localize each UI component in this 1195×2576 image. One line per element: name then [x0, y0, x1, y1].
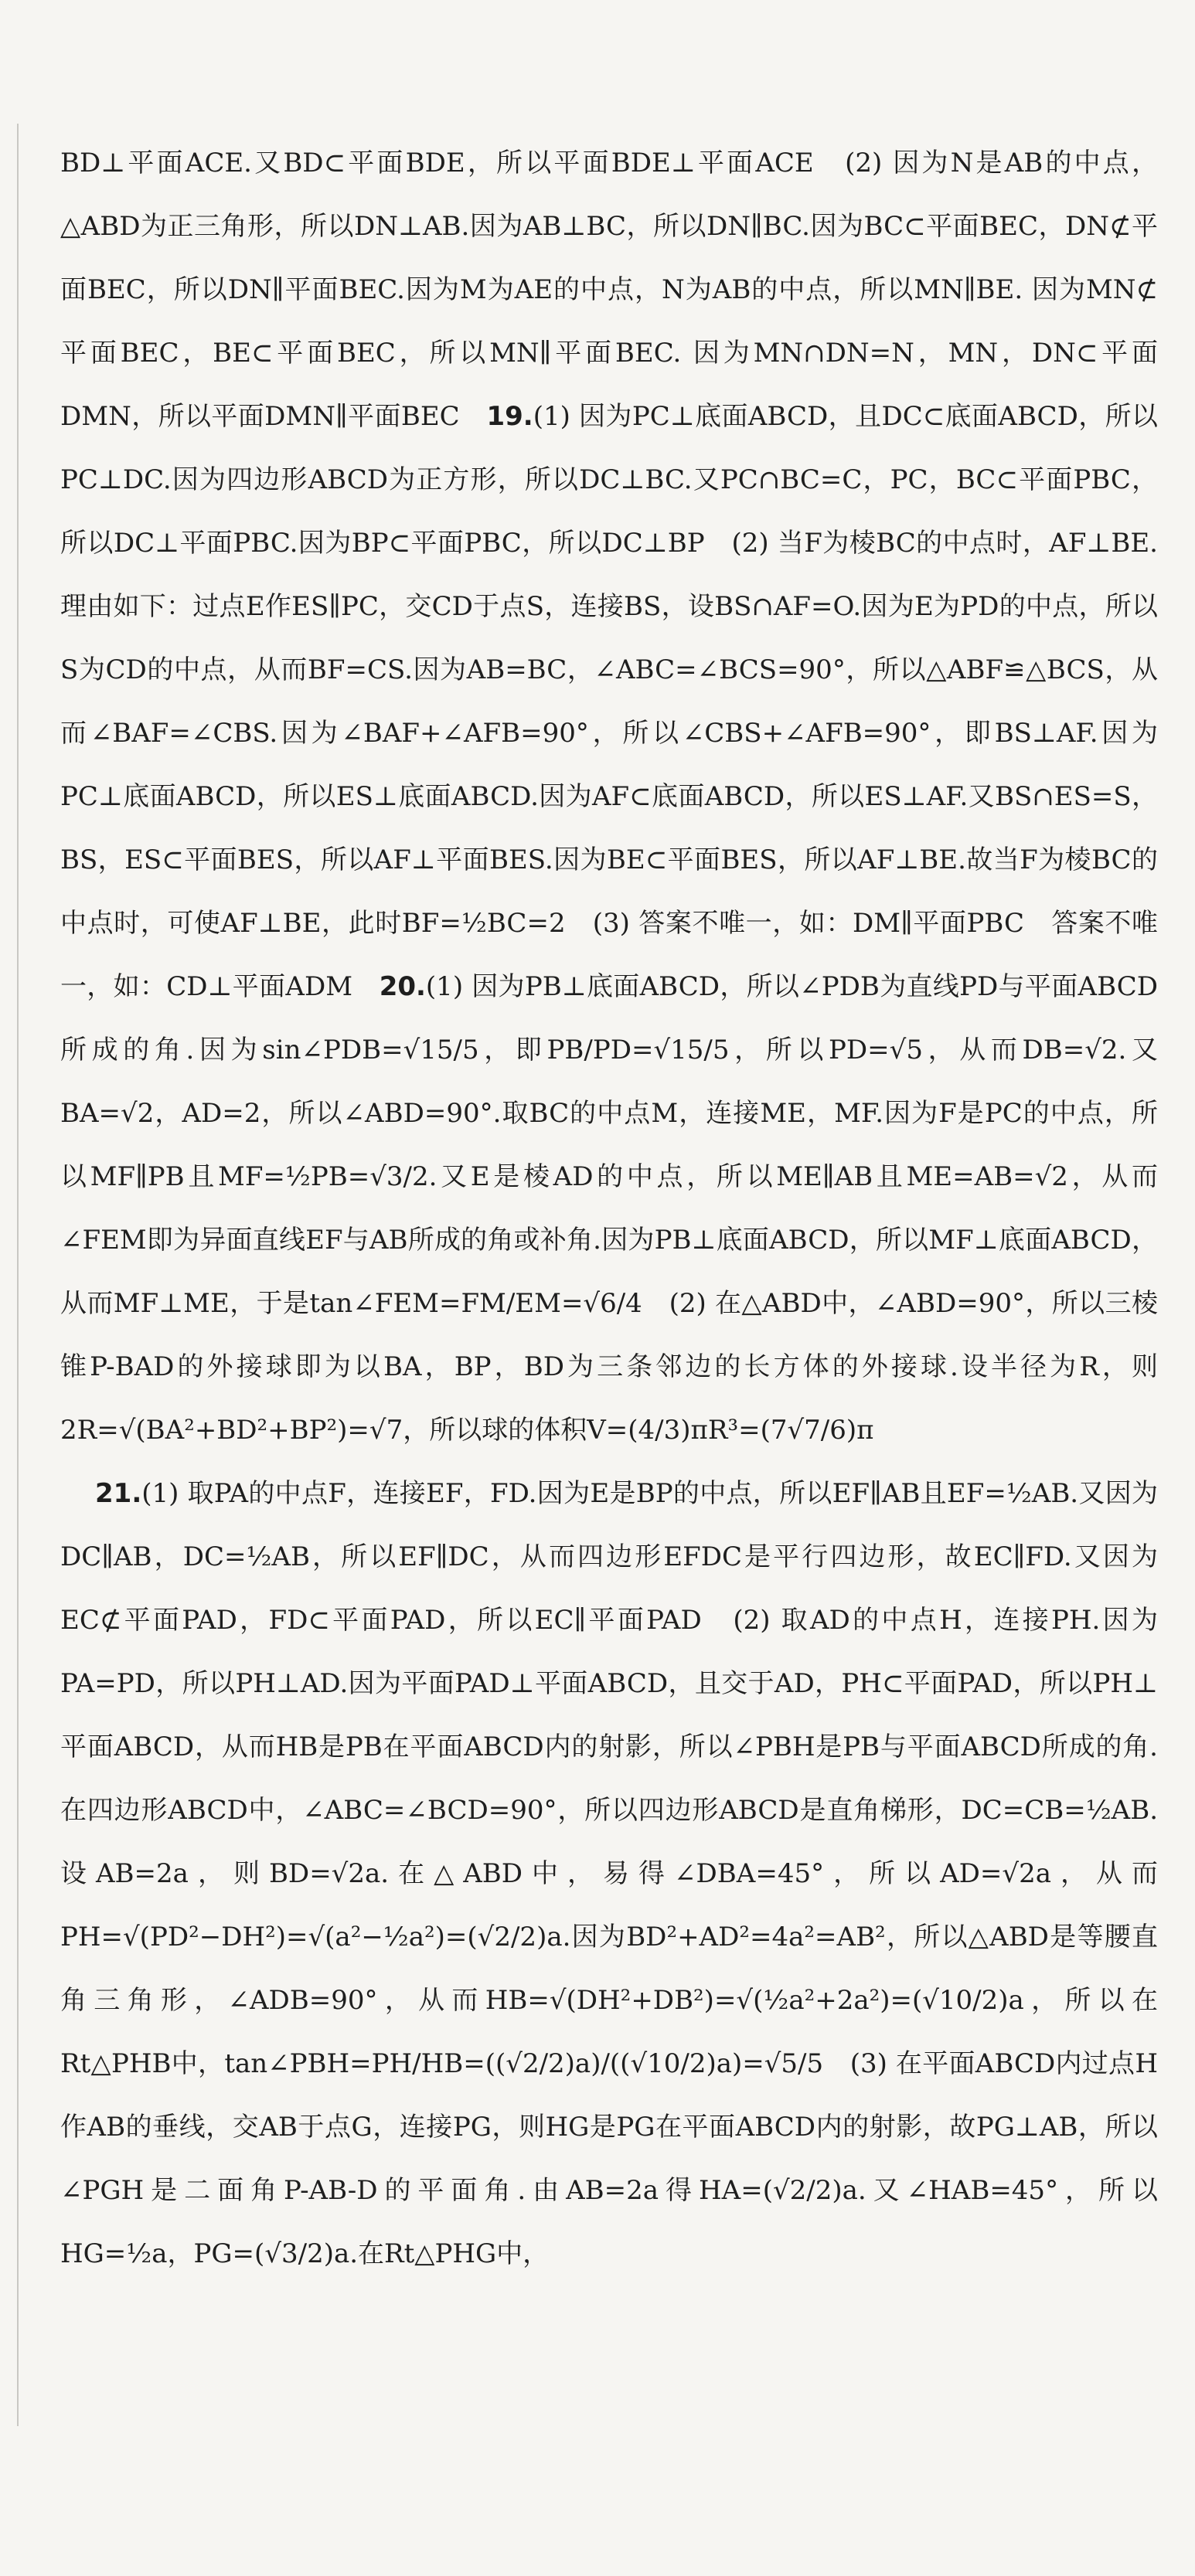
solution-text-run: (1) 因为PB⊥底面ABCD，所以∠PDB为直线PD与平面ABCD所成的角.因为sin∠PDB=√15/5，即PB/PD=√15/5，所以PD=√5，从而DB=√2.又BA=√2，AD=2，所以∠ABD=90°.取BC的中点M，连接ME，MF.因为F是PC的中点，所以MF∥PB且MF=½PB=√3/2.又E是棱AD的中点，所以ME∥AB且ME=AB=√2，从而∠FEM即为异面直线EF与AB所成的角或补角.因为PB⊥底面ABCD，所以MF⊥底面ABCD，从而MF⊥ME，于是tan∠FEM=FM/EM=√6/4 (2) 在△ABD中，∠ABD=90°，所以三棱锥P-BAD的外接球即为以BA，BP，BD为三条邻边的长方体的外接球.设半径为R，则2R=√(BA²+BD²+BP²)=√7，所以球的体积V=(4/3)πR³=(7√7/6)π: [60, 971, 1158, 1446]
question-number: 21.: [95, 1478, 142, 1509]
question-number: 19.: [486, 401, 533, 432]
solution-text: [60, 131, 1158, 2285]
solution-text-run: (1) 取PA的中点F，连接EF，FD.因为E是BP的中点，所以EF∥AB且EF=½AB.又因为DC∥AB，DC=½AB，所以EF∥DC，从而四边形EFDC是平行四边形，故EC∥FD.又因为EC⊄平面PAD，FD⊂平面PAD，所以EC∥平面PAD (2) 取AD的中点H，连接PH.因为PA=PD，所以PH⊥AD.因为平面PAD⊥平面ABCD，且交于AD，PH⊂平面PAD，所以PH⊥平面ABCD，从而HB是PB在平面ABCD内的射影，所以∠PBH是PB与平面ABCD所成的角.在四边形ABCD中，∠ABC=∠BCD=90°，所以四边形ABCD是直角梯形，DC=CB=½AB.设AB=2a，则BD=√2a.在△ABD中，易得∠DBA=45°，所以AD=√2a，从而PH=√(PD²−DH²)=√(a²−½a²)=(√2/2)a.因为BD²+AD²=4a²=AB²，所以△ABD是等腰直角三角形，∠ADB=90°，从而HB=√(DH²+DB²)=√(½a²+2a²)=(√10/2)a，所以在Rt△PHB中，tan∠PBH=PH/HB=((√2/2)a)/((√10/2)a)=√5/5 (3) 在平面ABCD内过点H作AB的垂线，交AB于点G，连接PG，则HG是PG在平面ABCD内的射影，故PG⊥AB，所以∠PGH是二面角P-AB-D的平面角.由AB=2a得HA=(√2/2)a.又∠HAB=45°，所以HG=½a，PG=(√3/2)a.在Rt△PHG中，: [60, 1478, 1158, 2269]
solution-text-run: BD⊥平面ACE.又BD⊂平面BDE，所以平面BDE⊥平面ACE (2) 因为N是AB的中点，△ABD为正三角形，所以DN⊥AB.因为AB⊥BC，所以DN∥BC.因为BC⊂平面BEC，DN⊄平面BEC，所以DN∥平面BEC.因为M为AE的中点，N为AB的中点，所以MN∥BE. 因为MN⊄平面BEC，BE⊂平面BEC，所以MN∥平面BEC. 因为MN∩DN=N，MN，DN⊂平面DMN，所以平面DMN∥平面BEC: [60, 148, 1158, 432]
solution-paragraph: [60, 1462, 1158, 2285]
question-number: 20.: [379, 971, 426, 1002]
solution-text-run: (1) 因为PC⊥底面ABCD，且DC⊂底面ABCD，所以PC⊥DC.因为四边形ABCD为正方形，所以DC⊥BC.又PC∩BC=C，PC，BC⊂平面PBC，所以DC⊥平面PBC.因为BP⊂平面PBC，所以DC⊥BP (2) 当F为棱BC的中点时，AF⊥BE.理由如下：过点E作ES∥PC，交CD于点S，连接BS，设BS∩AF=O.因为E为PD的中点，所以S为CD的中点，从而BF=CS.因为AB=BC，∠ABC=∠BCS=90°，所以△ABF≌△BCS，从而∠BAF=∠CBS.因为∠BAF+∠AFB=90°，所以∠CBS+∠AFB=90°，即BS⊥AF.因为PC⊥底面ABCD，所以ES⊥底面ABCD.因为AF⊂底面ABCD，所以ES⊥AF.又BS∩ES=S，BS，ES⊂平面BES，所以AF⊥平面BES.因为BE⊂平面BES，所以AF⊥BE.故当F为棱BC的中点时，可使AF⊥BE，此时BF=½BC=2 (3) 答案不唯一，如：DM∥平面PBC 答案不唯一，如：CD⊥平面ADM: [60, 401, 1158, 1002]
binding-margin-line: [17, 124, 19, 2426]
solution-paragraph: [60, 131, 1158, 1462]
